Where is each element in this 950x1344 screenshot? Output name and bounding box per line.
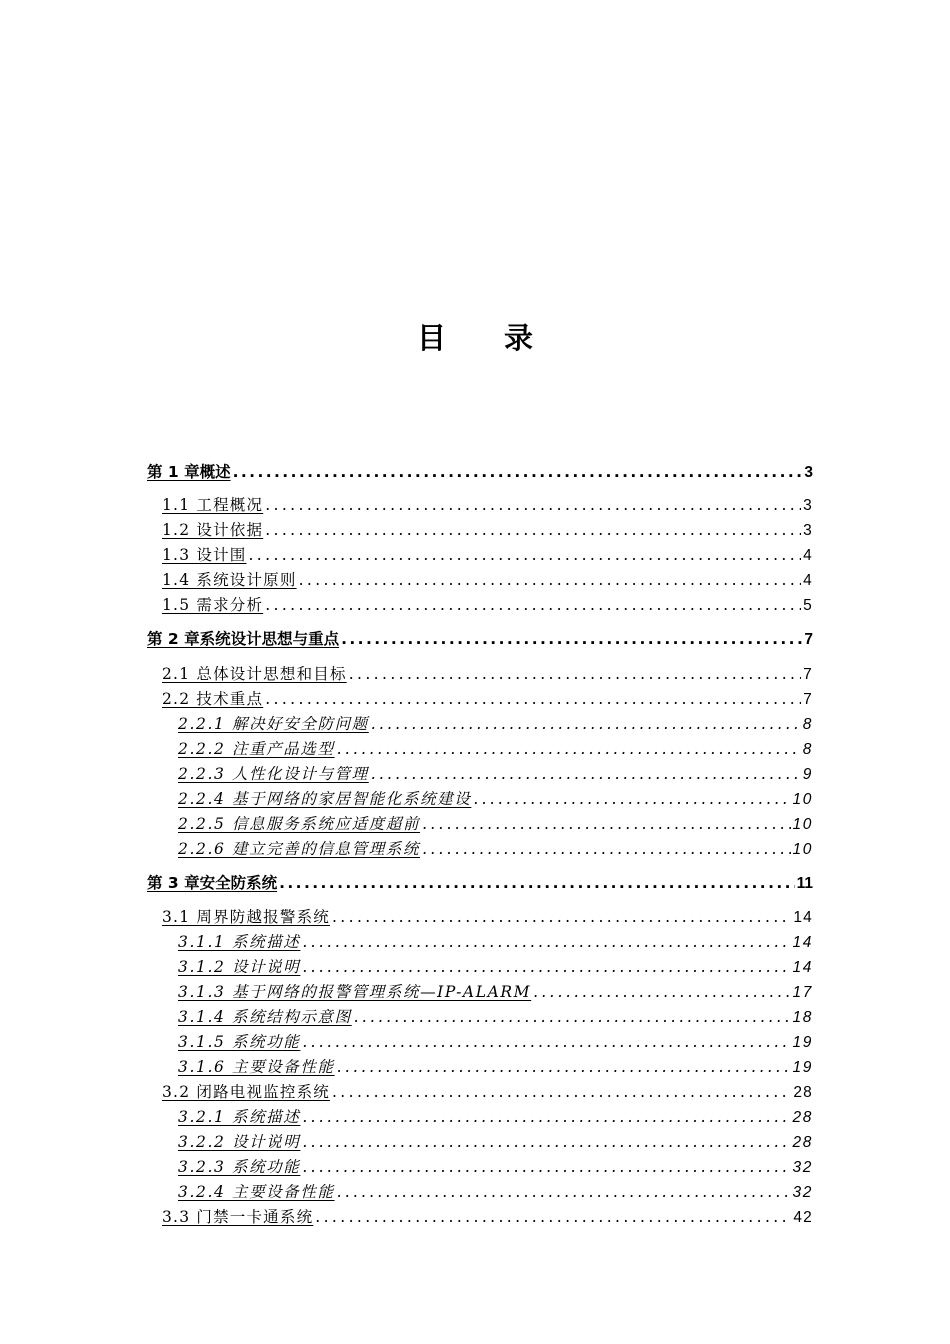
toc-page-number: 7 xyxy=(804,631,813,648)
toc-entry-label: 3.1.6 主要设备性能 xyxy=(178,1058,335,1076)
toc-entry-label: 第 2 章系统设计思想与重点 xyxy=(147,630,340,648)
toc-entry[interactable] xyxy=(162,688,813,710)
toc-entry[interactable] xyxy=(178,788,813,810)
toc-entry[interactable] xyxy=(178,738,813,760)
toc-entry[interactable] xyxy=(147,461,813,483)
toc-entry-label: 2.2.3 人性化设计与管理 xyxy=(178,765,369,783)
toc-entry-label: 2.2 技术重点 xyxy=(162,690,264,708)
toc-entry[interactable] xyxy=(162,906,813,928)
toc-page-number: 4 xyxy=(803,547,813,564)
toc-leader-dots xyxy=(302,931,790,953)
toc-entry[interactable] xyxy=(162,544,813,566)
toc-leader-dots xyxy=(332,1081,791,1103)
toc-page-number: 8 xyxy=(802,716,813,733)
toc-entry[interactable] xyxy=(178,981,813,1003)
toc-page-number: 9 xyxy=(802,766,813,783)
toc-page-number: 32 xyxy=(792,1159,813,1176)
toc-entry-label: 2.1 总体设计思想和目标 xyxy=(162,665,347,683)
toc-page-number: 5 xyxy=(803,597,813,614)
toc-leader-dots xyxy=(341,628,802,650)
toc-leader-dots xyxy=(265,688,801,710)
toc-page-number: 14 xyxy=(793,909,813,926)
toc-entry[interactable] xyxy=(162,569,813,591)
toc-entry[interactable] xyxy=(178,1056,813,1078)
toc-entry-label: 1.5 需求分析 xyxy=(162,596,264,614)
toc-entry-label: 2.2.6 建立完善的信息管理系统 xyxy=(178,840,421,858)
toc-entry[interactable] xyxy=(178,813,813,835)
toc-entry-label: 第 3 章安全防系统 xyxy=(147,874,278,892)
toc-leader-dots xyxy=(422,813,790,835)
toc-page-number: 11 xyxy=(796,875,813,892)
toc-entry-label: 1.2 设计依据 xyxy=(162,521,264,539)
toc-entry[interactable] xyxy=(178,1131,813,1153)
toc-entry-label: 3.1.5 系统功能 xyxy=(178,1033,301,1051)
toc-entry-label: 3.1.3 基于网络的报警管理系统—IP-ALARM xyxy=(178,983,532,1001)
toc-entry-label: 3.2.4 主要设备性能 xyxy=(178,1183,335,1201)
toc-page-number: 8 xyxy=(802,741,813,758)
toc-entry[interactable] xyxy=(178,713,813,735)
toc-entry-label: 1.3 设计围 xyxy=(162,546,247,564)
toc-entry-label: 3.2.3 系统功能 xyxy=(178,1158,301,1176)
toc-page-number: 28 xyxy=(793,1084,813,1101)
toc-leader-dots xyxy=(279,872,795,894)
toc-entry-label: 第 1 章概述 xyxy=(147,463,231,481)
toc-page-number: 3 xyxy=(803,522,813,539)
toc-entry-label: 3.1.4 系统结构示意图 xyxy=(178,1008,352,1026)
toc-entry[interactable] xyxy=(178,931,813,953)
toc-entry[interactable] xyxy=(178,763,813,785)
toc-entry-label: 2.2.1 解决好安全防问题 xyxy=(178,715,369,733)
toc-entry[interactable] xyxy=(178,956,813,978)
toc-page-number: 17 xyxy=(792,984,813,1001)
toc-leader-dots xyxy=(337,738,801,760)
toc-entry[interactable] xyxy=(178,1156,813,1178)
toc-entry[interactable] xyxy=(147,872,813,894)
toc-page-number: 18 xyxy=(792,1009,813,1026)
toc-leader-dots xyxy=(302,1131,790,1153)
toc-entry[interactable] xyxy=(162,1081,813,1103)
toc-page-number: 14 xyxy=(792,934,813,951)
toc-page-number: 19 xyxy=(792,1059,813,1076)
toc-entry[interactable] xyxy=(162,594,813,616)
toc-leader-dots xyxy=(265,494,801,516)
toc-entry-label: 3.1.2 设计说明 xyxy=(178,958,301,976)
toc-leader-dots xyxy=(315,1206,791,1228)
toc-leader-dots xyxy=(265,519,801,541)
toc-entry[interactable] xyxy=(178,1106,813,1128)
toc-entry-label: 2.2.5 信息服务系统应适度超前 xyxy=(178,815,421,833)
toc-leader-dots xyxy=(371,763,801,785)
toc-entry-label: 2.2.2 注重产品选型 xyxy=(178,740,335,758)
toc-leader-dots xyxy=(299,569,802,591)
toc-page-number: 42 xyxy=(793,1209,813,1226)
toc-page-number: 3 xyxy=(804,464,813,481)
toc-entry-label: 3.3 门禁一卡通系统 xyxy=(162,1208,314,1226)
toc-leader-dots xyxy=(332,906,791,928)
toc-leader-dots xyxy=(265,594,801,616)
toc-page-number: 19 xyxy=(792,1034,813,1051)
toc-entry[interactable] xyxy=(178,1181,813,1203)
toc-entry[interactable] xyxy=(162,663,813,685)
toc-entry[interactable] xyxy=(178,838,813,860)
toc-entry-label: 3.2.1 系统描述 xyxy=(178,1108,301,1126)
toc-page-number: 10 xyxy=(792,816,813,833)
toc-leader-dots xyxy=(337,1056,791,1078)
toc-entry[interactable] xyxy=(178,1006,813,1028)
toc-page-number: 28 xyxy=(792,1109,813,1126)
toc-leader-dots xyxy=(337,1181,791,1203)
toc-entry[interactable] xyxy=(162,1206,813,1228)
toc-entry-label: 3.1 周界防越报警系统 xyxy=(162,908,330,926)
toc-entry[interactable] xyxy=(162,519,813,541)
toc-entry-label: 3.1.1 系统描述 xyxy=(178,933,301,951)
toc-page-number: 7 xyxy=(803,691,813,708)
toc-leader-dots xyxy=(473,788,790,810)
toc-page-number: 32 xyxy=(792,1184,813,1201)
toc-entry-label: 3.2 闭路电视监控系统 xyxy=(162,1083,330,1101)
toc-entry[interactable] xyxy=(147,628,813,650)
toc-leader-dots xyxy=(302,1156,790,1178)
toc-entry-label: 1.1 工程概况 xyxy=(162,496,264,514)
toc-entry[interactable] xyxy=(162,494,813,516)
toc-leader-dots xyxy=(354,1006,791,1028)
toc-entry-label: 3.2.2 设计说明 xyxy=(178,1133,301,1151)
toc-leader-dots xyxy=(302,1031,790,1053)
page-title: 目 录 xyxy=(416,321,558,355)
toc-page-number: 14 xyxy=(792,959,813,976)
toc-page-number: 4 xyxy=(803,572,813,589)
toc-entry-label: 2.2.4 基于网络的家居智能化系统建设 xyxy=(178,790,472,808)
toc-leader-dots xyxy=(248,544,801,566)
toc-page-number: 28 xyxy=(792,1134,813,1151)
toc-page-number: 3 xyxy=(803,497,813,514)
toc-leader-dots xyxy=(371,713,801,735)
toc-leader-dots xyxy=(302,1106,790,1128)
toc-leader-dots xyxy=(302,956,790,978)
toc-page-number: 10 xyxy=(792,791,813,808)
toc-leader-dots xyxy=(233,461,803,483)
toc-leader-dots xyxy=(533,981,790,1003)
toc-page-number: 7 xyxy=(803,666,813,683)
toc-page-number: 10 xyxy=(792,841,813,858)
toc-entry-label: 1.4 系统设计原则 xyxy=(162,571,297,589)
toc-leader-dots xyxy=(422,838,790,860)
toc-entry[interactable] xyxy=(178,1031,813,1053)
toc-leader-dots xyxy=(349,663,801,685)
